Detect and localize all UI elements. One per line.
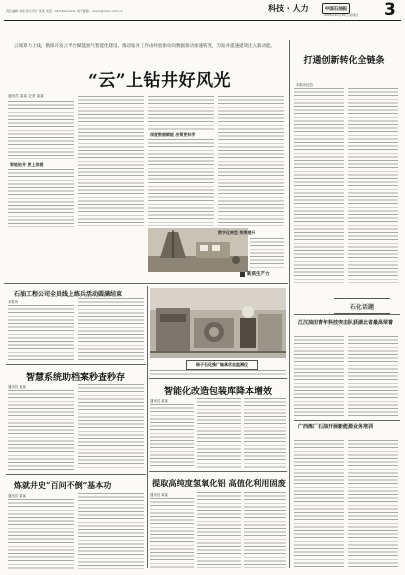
story-left2-byline: 通讯员 某某 <box>8 385 27 389</box>
center-rule-1 <box>149 378 287 379</box>
story-left2-col1 <box>8 390 74 470</box>
story-left3-byline: 通讯员 某某 <box>8 494 27 498</box>
left-rule-1 <box>6 364 146 365</box>
main-lower-rule <box>4 283 288 284</box>
rightcol-label-text: 新质生产力 <box>247 272 270 277</box>
left-rule-2 <box>6 474 146 475</box>
section-label-text: 科技 · 人力 <box>268 3 309 13</box>
main-col1-text <box>8 101 74 159</box>
center-photo-caption: 杨子石化推广轴承状态监测仪 <box>196 362 248 367</box>
main-headline: “云”上钻井好风光 <box>88 71 232 91</box>
new-quality-mark <box>240 272 245 277</box>
story-left1-col2 <box>78 298 144 361</box>
story-center2-col3 <box>244 492 286 568</box>
story-center1-headline: 智能化改造包装库降本增效 <box>164 387 273 397</box>
sidebar-story3-col2 <box>348 440 398 568</box>
story-center1-byline: 通讯员 某某 <box>150 399 169 403</box>
story-left3-col2 <box>78 493 144 569</box>
story-center2-byline: 通讯员 某某 <box>150 493 169 497</box>
main-subhead-2: 深度数据赋能 决策更科学 <box>150 132 196 137</box>
section-label <box>268 1 309 15</box>
main-col4-text <box>218 96 284 226</box>
sidebar-logo-text: 石化话题 <box>349 303 374 311</box>
sidebar-col1-text <box>294 88 344 283</box>
paper-name: 中国石油报 <box>324 6 348 12</box>
sidebar-logo <box>334 298 390 314</box>
sidebar-story2-headline <box>298 320 398 327</box>
sidebar-story3-headline-text: 广西炼厂石油开展新能源业务培训 <box>298 424 374 430</box>
story-left2-headline: 智慧系统助档案秒查秒存 <box>26 373 126 383</box>
main-subhead-3: 数字化转型 效率提升 <box>218 230 256 235</box>
rightcol-label <box>240 271 270 277</box>
masthead-meta: 责任编辑 刘某 版式设计 某某 电话：010-6xxxxxxx 电子邮箱：xxxxx@cnpc.com.cn <box>6 9 123 13</box>
main-col3-text-b <box>148 139 214 226</box>
page-number: 3 <box>384 0 396 20</box>
sidebar-headline <box>300 56 388 67</box>
main-col1-text-b <box>8 169 74 227</box>
story-left3-headline: 炼就井史“百问不倒”基本功 <box>14 480 112 490</box>
sidebar-story3-col1 <box>294 440 344 568</box>
story-left1-col1 <box>8 305 74 361</box>
main-col3-text <box>148 96 214 130</box>
sidebar-col2-text <box>348 88 398 283</box>
sidebar-story2-headline-text: 江汉油田青年科技突击队获湖北省最高荣誉 <box>298 320 394 326</box>
sidebar-byline: 本报评论员 <box>296 83 313 87</box>
story-center1-col3 <box>244 398 286 468</box>
sidebar-rule-1 <box>294 314 400 315</box>
main-byline: 通讯员 某某 记者 某某 <box>8 94 44 98</box>
main-col4-text-b <box>250 238 284 270</box>
left-center-divider <box>147 286 148 568</box>
main-col2-text <box>78 96 144 226</box>
center-photo-desc <box>150 370 286 376</box>
sidebar-headline-text: 打通创新转化全链条 <box>303 56 385 66</box>
story-center1-col1 <box>150 404 194 468</box>
sidebar-story3-headline <box>298 424 398 431</box>
story-center2-headline: 提取高纯度氢氧化铝 高值化利用固废 <box>152 478 286 488</box>
story-center2-col1 <box>150 498 194 568</box>
lead-intro-text: 云端算力上线，勘探开发云平台赋能油气智能化建设，推动钻井工作由经验驱动向数据驱动加速转变，为钻井提速提效注入新动能。 <box>14 44 275 49</box>
factory-worker-photo <box>150 288 286 358</box>
story-left1-headline: 石油工程公司全员线上练兵活动圆满结束 <box>14 291 123 298</box>
masthead-rule <box>4 20 401 21</box>
story-left1-byline: 本报讯 <box>8 300 19 304</box>
center-photo <box>150 288 286 358</box>
center-photo-caption-box <box>186 360 258 370</box>
sidebar-rule-2 <box>294 420 400 421</box>
story-left2-col2 <box>78 384 144 470</box>
sidebar-story2-col1 <box>294 336 344 416</box>
lead-intro <box>14 44 282 51</box>
story-left3-col1 <box>8 499 74 569</box>
story-center2-col2 <box>197 492 241 568</box>
main-subhead-1: 智能钻井 更上层楼 <box>10 162 44 167</box>
main-sidebar-divider <box>289 40 290 568</box>
date-line: 2025年10月30日 星期四 <box>324 13 359 17</box>
story-center1-col2 <box>197 398 241 468</box>
sidebar-story2-col2 <box>348 336 398 416</box>
center-rule-2 <box>149 471 287 472</box>
